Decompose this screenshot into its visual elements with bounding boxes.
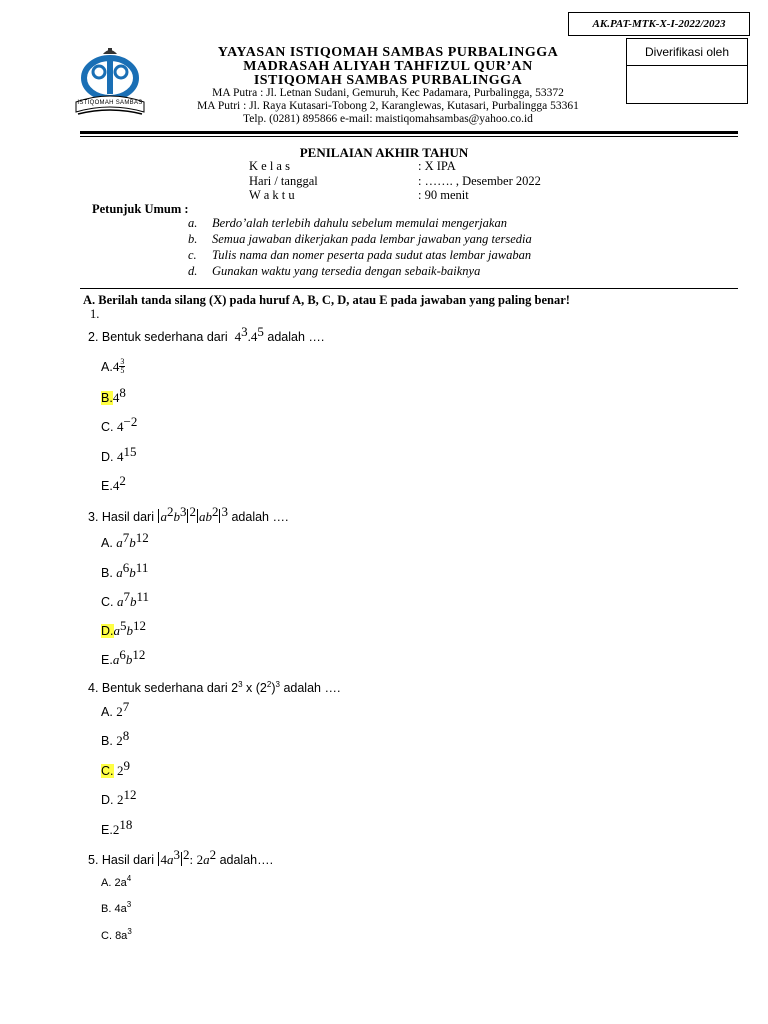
q4-option-b[interactable] [101,728,130,749]
header-contact: Telp. (0281) 895866 e-mail: maistiqomahsambas@yahoo.co.id [243,113,533,125]
option-letter: E. [101,823,113,837]
math-exponent: 11 [136,589,150,604]
header-divider-thin [80,136,738,137]
math-exponent: 6 [119,647,126,662]
math-exponent: 7 [122,699,130,714]
option-letter-highlighted: D. [101,624,114,638]
q2-option-a[interactable] [101,358,125,375]
math-base: 2 [116,704,123,719]
question-3-suffix: adalah …. [231,510,289,524]
q3-option-d[interactable] [101,618,146,639]
q5-option-a[interactable] [101,874,132,889]
question-4 [88,681,340,695]
math-exponent: 2 [166,504,174,519]
info-value-kelas: : X IPA [418,159,456,173]
math-exponent: 3 [275,680,280,689]
math-base: 2 [116,792,124,807]
question-4-suffix: adalah …. [283,681,341,695]
question-2 [88,324,325,345]
q5-option-b[interactable] [101,900,132,915]
math-exponent: 2 [119,473,126,488]
option-letter: E. [101,653,113,667]
info-label-date: Hari / tanggal [249,174,318,188]
math-exponent: 9 [123,758,130,773]
instruction-letter: a. [188,216,198,230]
math-exponent: 3 [238,680,243,689]
option-letter: C. [101,595,114,609]
option-letter: A. [101,705,113,719]
math-var: b [129,594,137,609]
math-operator: : [189,852,194,867]
math-exponent: 2 [182,847,190,862]
math-exponent: −2 [123,414,138,429]
math-base: 4 [116,419,124,434]
option-letter: E. [101,479,113,493]
document-code: AK.PAT-MTK-X-I-2022/2023 [568,12,750,36]
logo-text: ISTIQOMAH SAMBAS [77,100,143,106]
math-exponent: 3 [241,324,248,339]
header-divider-thick [80,131,738,134]
math-exponent: 12 [133,618,146,633]
math-var: a [116,594,124,609]
info-value-date: : ……. , Desember 2022 [418,174,541,188]
option-letter: A. [101,877,112,889]
math-exponent: 12 [123,787,137,802]
option-letter: C. [101,420,114,434]
math-base: .4 [247,329,258,344]
section-a-instruction: A. Berilah tanda silang (X) pada huruf A, B, C, D, atau E pada jawaban yang paling benar! [83,293,570,307]
math-exponent: 4 [126,874,132,883]
math-base: 4 [112,359,120,374]
q2-option-e[interactable] [101,473,126,494]
math-var: ab [198,509,212,524]
math-base: 2 [116,763,124,778]
math-paren: ) [271,681,276,695]
q2-option-b[interactable] [101,385,126,406]
question-3-prefix: 3. Hasil dari [88,510,154,524]
fraction-exponent [119,358,125,375]
math-base: 2 [112,822,120,837]
info-label-kelas: K e l a s [249,159,290,173]
math-exponent: 5 [120,618,127,633]
header-school-sub: ISTIQOMAH SAMBAS PURBALINGGA [253,73,523,88]
math-exponent: 2 [211,504,219,519]
math-exponent: 8 [119,385,126,400]
math-exponent: 7 [123,589,130,604]
option-letter-highlighted: B. [101,391,113,405]
q3-option-b[interactable] [101,560,149,581]
instruction-text: Tulis nama dan nomer peserta pada sudut atas lembar jawaban [212,248,532,262]
math-var: a [160,509,167,524]
math-exponent: 7 [122,530,130,545]
verification-box [626,38,748,104]
math-var: b [173,509,180,524]
info-value-time: : 90 menit [418,188,469,202]
instructions-title: Petunjuk Umum : [92,202,189,216]
question-3 [88,504,289,525]
option-letter: B. [101,566,113,580]
math-exponent: 15 [123,444,137,459]
math-base: 4 [112,390,120,405]
option-letter-highlighted: C. [101,764,114,778]
question-4-prefix: 4. Bentuk sederhana dari [88,681,228,695]
question-5-prefix: 5. Hasil dari [88,853,154,867]
header-address-putra: MA Putra : Jl. Letnan Sudani, Gemuruh, Kec Padamara, Purbalingga, 53372 [212,87,564,99]
q3-option-e[interactable] [101,647,146,668]
math-coefficient: 4 [160,852,167,867]
math-exponent: 18 [119,817,133,832]
math-exponent: 2 [209,847,217,862]
math-base: 4 [112,478,120,493]
math-var: b [129,565,136,580]
math-exponent: 3 [126,900,132,909]
question-5-suffix: adalah…. [219,853,274,867]
math-base: 4 [234,329,242,344]
question-1-number: 1. [90,307,100,321]
q3-option-c[interactable] [101,589,150,610]
math-exponent: 3 [173,847,180,862]
math-var: a [203,852,210,867]
math-coefficient: 2 [196,852,204,867]
math-exponent: 12 [132,647,146,662]
math-var: b [125,652,133,667]
abs-bar [181,852,182,866]
q4-option-c[interactable] [101,758,130,779]
math-exponent: 2 [266,680,272,689]
q5-option-c[interactable] [101,927,132,942]
option-letter: B. [101,903,112,915]
question-5 [88,847,274,868]
q4-option-a[interactable] [101,699,130,720]
math-base: 2 [231,681,239,695]
math-var: b [129,535,136,550]
option-text: 4a [114,903,127,915]
math-exponent: 12 [135,530,149,545]
verification-label: Diverifikasi oleh [627,39,747,66]
math-var: a [113,623,120,638]
instruction-text: Berdo’alah terlebih dahulu sebelum memulai mengerjakan [212,216,507,230]
math-base: 4 [116,449,124,464]
question-2-suffix: adalah …. [267,330,325,344]
q4-option-d[interactable] [101,787,137,808]
math-expression: x (2 [242,681,267,695]
math-exponent: 3 [127,927,132,936]
option-letter: B. [101,734,113,748]
math-var: a [112,652,120,667]
math-exponent: 3 [179,504,187,519]
option-letter: A. [101,536,113,550]
question-2-prefix: 2. Bentuk sederhana dari [88,330,228,344]
instruction-text: Semua jawaban dikerjakan pada lembar jawaban yang tersedia [212,232,532,246]
math-var: a [116,565,123,580]
option-text: 2a [114,877,127,889]
option-letter: D. [101,450,114,464]
abs-bar [197,509,198,523]
math-var: a [116,535,123,550]
math-exponent: 6 [122,560,130,575]
q2-option-d[interactable] [101,444,137,465]
math-exponent: 11 [135,560,149,575]
math-var: a [166,852,174,867]
header-address-putri: MA Putri : Jl. Raya Kutasari-Tobong 2, Karanglewas, Kutasari, Purbalingga 53361 [197,100,579,112]
option-letter: D. [101,793,114,807]
q2-option-c[interactable] [101,414,138,435]
math-exponent: 5 [257,324,264,339]
fraction-denominator: 5 [120,366,125,375]
math-exponent: 8 [122,728,130,743]
instruction-letter: c. [188,248,197,262]
school-logo [72,46,148,120]
option-letter: C. [101,930,112,942]
q3-option-a[interactable] [101,530,149,551]
math-exponent: 3 [221,504,228,519]
header-foundation: YAYASAN ISTIQOMAH SAMBAS PURBALINGGA [217,45,559,60]
q4-option-e[interactable] [101,817,133,838]
option-letter: A. [101,360,113,374]
instruction-letter: b. [188,232,198,246]
math-exponent: 2 [189,504,196,519]
instruction-text: Gunakan waktu yang tersedia dengan sebaik-baiknya [212,264,481,278]
fraction-numerator: 3 [120,357,125,366]
option-text: 8a [115,930,128,942]
info-label-time: W a k t u [249,188,295,202]
exam-title: PENILAIAN AKHIR TAHUN [299,145,469,160]
header-school: MADRASAH ALIYAH TAHFIZUL QUR’AN [243,59,533,74]
instruction-letter: d. [188,264,198,278]
section-divider [80,288,738,289]
math-base: 2 [116,733,123,748]
math-var: b [126,623,133,638]
